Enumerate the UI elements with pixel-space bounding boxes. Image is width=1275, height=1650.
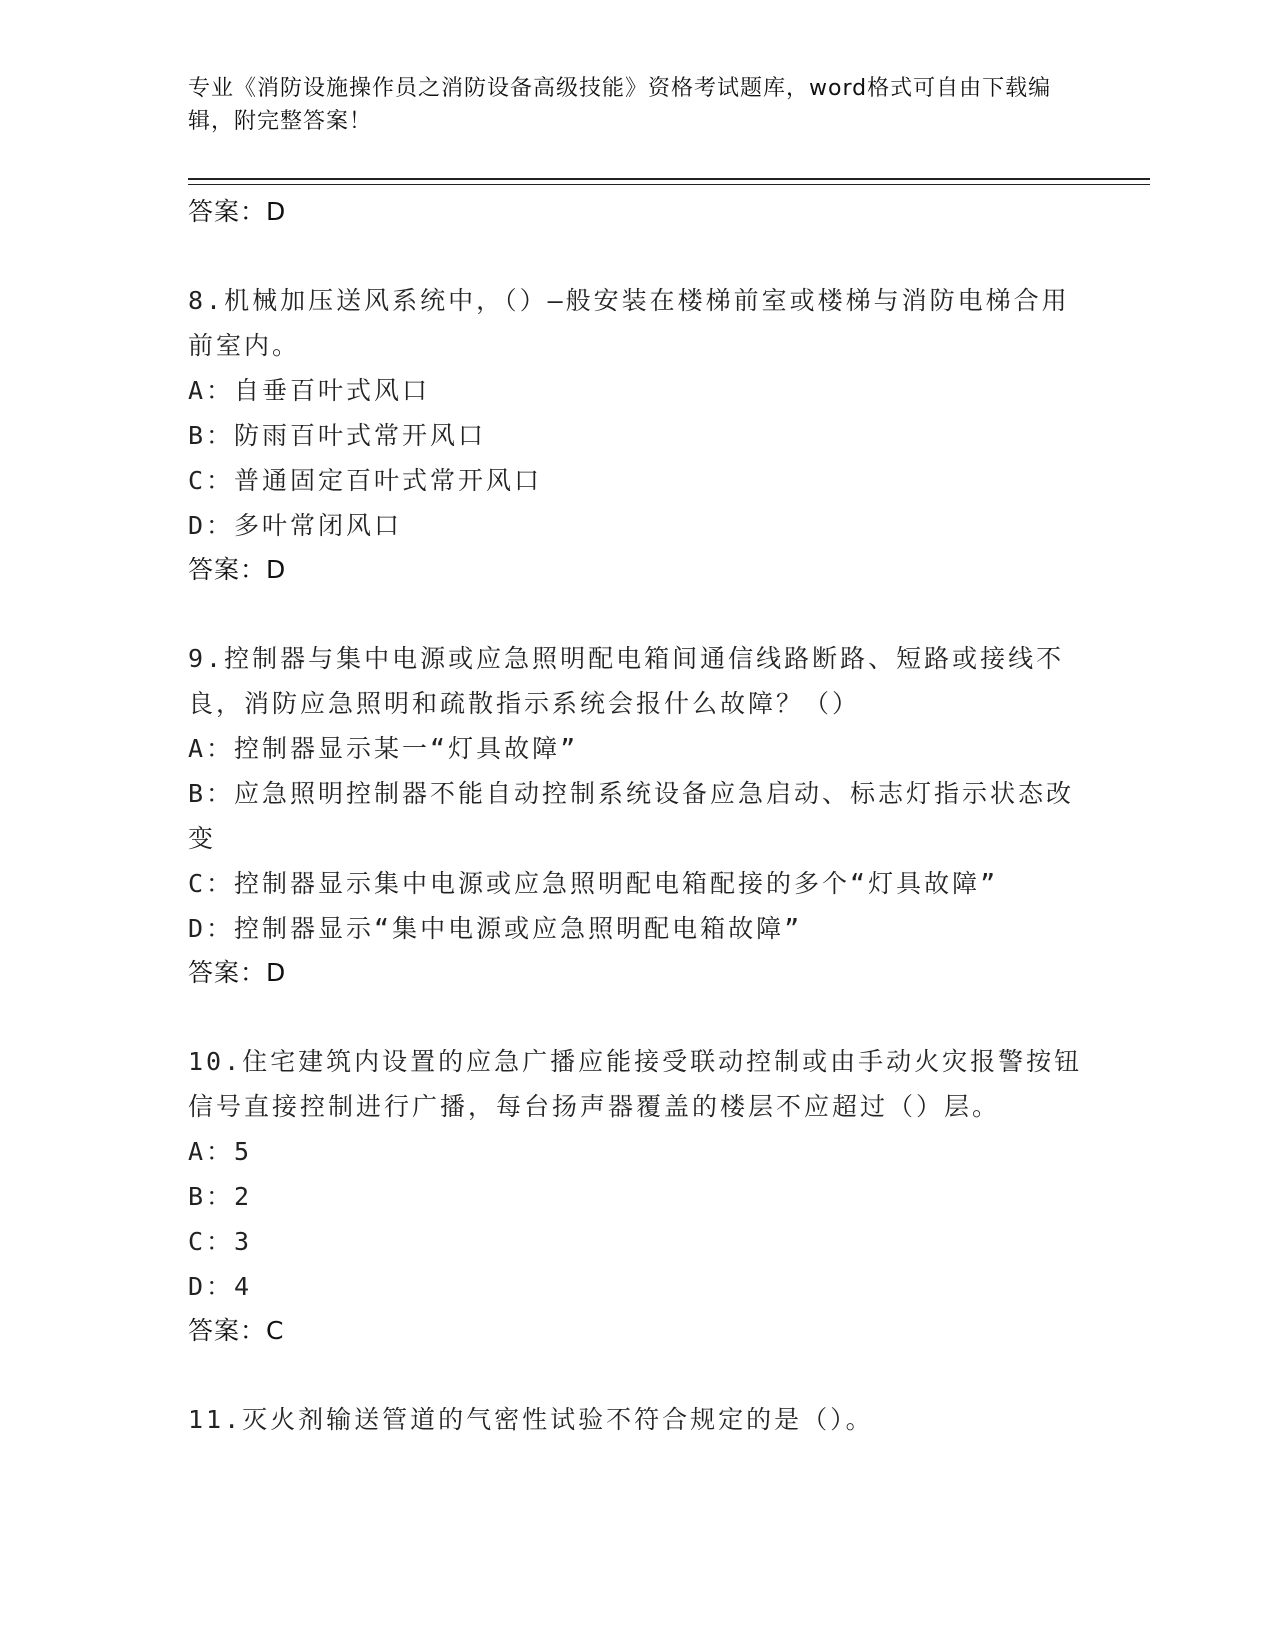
option-d: D：4 xyxy=(188,1272,253,1301)
question-8 xyxy=(188,278,1088,592)
answer: 答案：D xyxy=(188,555,287,584)
option-b: B：防雨百叶式常开风口 xyxy=(188,421,487,450)
option-c: C：3 xyxy=(188,1227,253,1256)
option-b: B：2 xyxy=(188,1182,253,1211)
option-b: B：应急照明控制器不能自动控制系统设备应急启动、标志灯指示状态改变 xyxy=(188,779,1075,853)
question-stem: 11.灭火剂输送管道的气密性试验不符合规定的是（）。 xyxy=(188,1405,874,1434)
answer-previous: 答案：D xyxy=(188,197,287,226)
question-10 xyxy=(188,1039,1088,1353)
header-divider-thin xyxy=(188,184,1150,185)
question-stem: 10.住宅建筑内设置的应急广播应能接受联动控制或由手动火灾报警按钮信号直接控制进行广播，每台扬声器覆盖的楼层不应超过（）层。 xyxy=(188,1047,1083,1121)
question-11 xyxy=(188,1397,1088,1442)
option-a: A：自垂百叶式风口 xyxy=(188,376,431,405)
answer: 答案：D xyxy=(188,958,287,987)
option-d: D：控制器显示“集中电源或应急照明配电箱故障” xyxy=(188,914,803,943)
question-list xyxy=(188,190,1088,1442)
question-stem: 8.机械加压送风系统中，（）—般安装在楼梯前室或楼梯与消防电梯合用前室内。 xyxy=(188,286,1070,360)
option-a: A：5 xyxy=(188,1137,253,1166)
option-c: C：普通固定百叶式常开风口 xyxy=(188,466,543,495)
header-divider-thick xyxy=(188,178,1150,180)
option-c: C：控制器显示集中电源或应急照明配电箱配接的多个“灯具故障” xyxy=(188,869,999,898)
question-9 xyxy=(188,636,1088,995)
option-a: A：控制器显示某一“灯具故障” xyxy=(188,734,579,763)
document-header: 专业《消防设施操作员之消防设备高级技能》资格考试题库，word格式可自由下载编辑，附完整答案！ xyxy=(188,76,1052,134)
option-d: D：多叶常闭风口 xyxy=(188,511,403,540)
answer: 答案：C xyxy=(188,1316,285,1345)
question-stem: 9.控制器与集中电源或应急照明配电箱间通信线路断路、短路或接线不良，消防应急照明和疏散指示系统会报什么故障？（） xyxy=(188,644,1065,718)
